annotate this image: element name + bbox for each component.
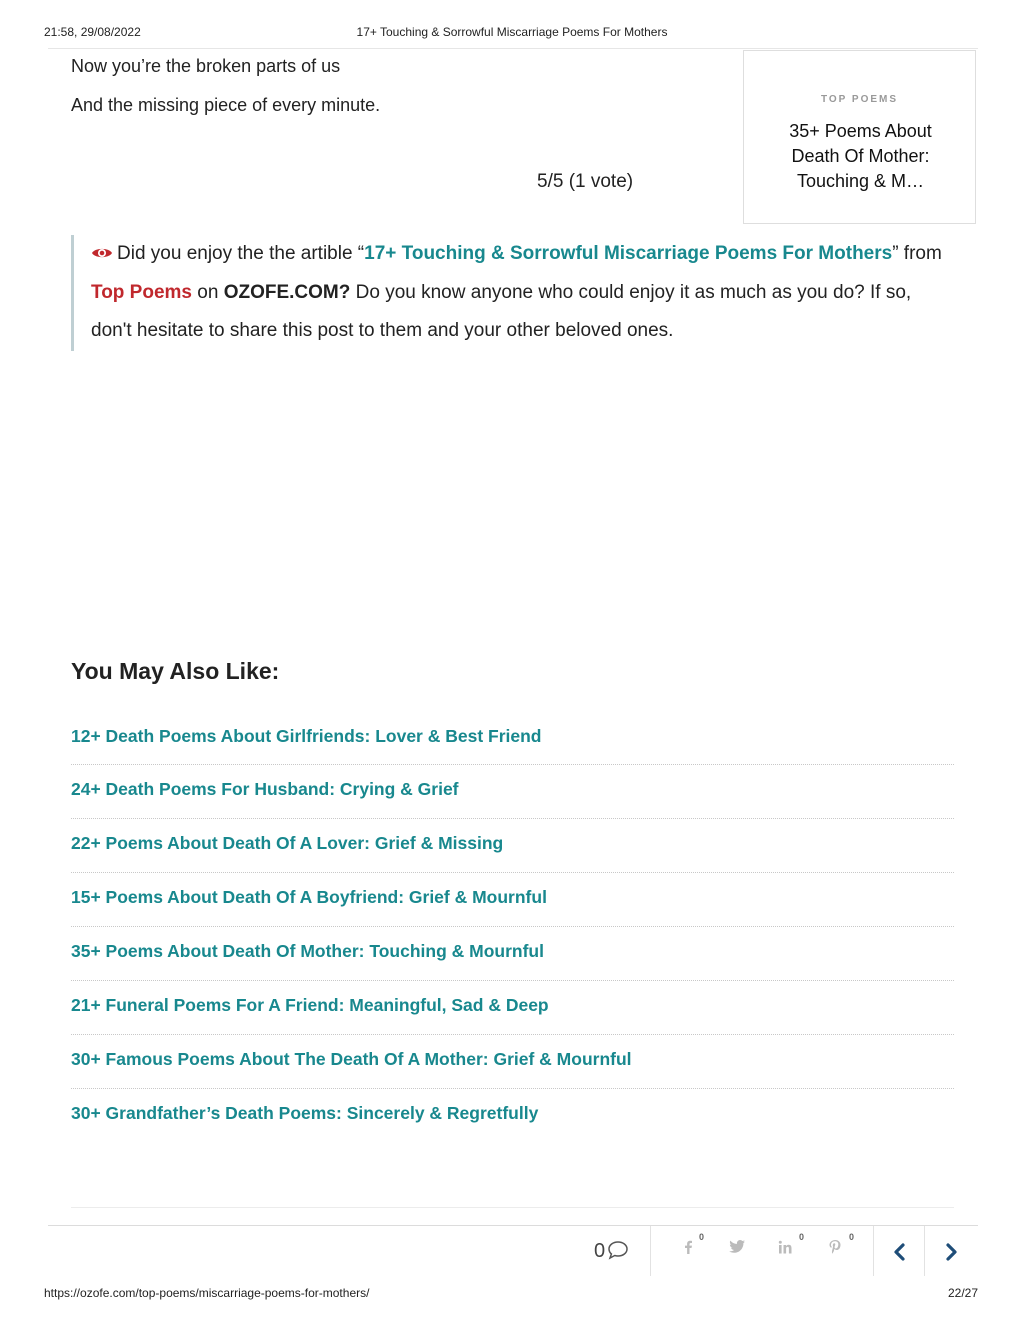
list-item (71, 712, 954, 765)
comment-count: 0 (594, 1240, 606, 1262)
site-name: OZOFE.COM? (223, 281, 351, 303)
sidebar-top-poems-card[interactable] (743, 50, 976, 224)
related-link[interactable]: 12+ Death Poems About Girlfriends: Lover & Best Friend (71, 726, 542, 746)
share-separator (924, 1226, 925, 1276)
related-list (71, 712, 954, 1143)
share-prompt-text: Did you enjoy the the artible “ (117, 243, 365, 264)
related-link[interactable]: 35+ Poems About Death Of Mother: Touching & Mournful (71, 941, 544, 961)
list-item (71, 873, 954, 927)
content-divider (71, 1207, 954, 1208)
facebook-icon (683, 1240, 693, 1254)
twitter-share-button[interactable] (725, 1240, 749, 1262)
related-link[interactable]: 24+ Death Poems For Husband: Crying & Grief (71, 779, 459, 799)
sidebar-card-title[interactable]: 35+ Poems About Death Of Mother: Touching & M… (789, 121, 932, 191)
pinterest-share-button[interactable] (823, 1240, 847, 1262)
print-datetime: 21:58, 29/08/2022 (44, 25, 141, 39)
related-link[interactable]: 21+ Funeral Poems For A Friend: Meaningful, Sad & Deep (71, 995, 549, 1015)
list-item (71, 1089, 954, 1143)
print-page-title: 17+ Touching & Sorrowful Miscarriage Poems For Mothers (356, 25, 668, 39)
list-item (71, 927, 954, 981)
pinterest-share-count: 0 (849, 1232, 855, 1242)
print-page-number: 22/27 (947, 1286, 978, 1300)
print-footer-url: https://ozofe.com/top-poems/miscarriage-poems-for-mothers/ (44, 1286, 370, 1300)
linkedin-icon (778, 1240, 792, 1254)
related-link[interactable]: 22+ Poems About Death Of A Lover: Grief & Missing (71, 833, 504, 853)
related-heading: You May Also Like: (71, 658, 280, 684)
twitter-icon (729, 1240, 745, 1253)
facebook-share-button[interactable] (676, 1240, 700, 1262)
share-prompt-quote (71, 235, 951, 351)
poem-line: And the missing piece of every minute. (71, 95, 381, 115)
previous-post-button[interactable] (888, 1240, 912, 1264)
share-separator (873, 1226, 874, 1276)
rating-text: 5/5 (1 vote) (537, 171, 634, 192)
share-separator (650, 1226, 651, 1276)
related-link[interactable]: 30+ Famous Poems About The Death Of A Mother: Grief & Mournful (71, 1049, 632, 1069)
poem-line: Now you’re the broken parts of us (71, 56, 341, 76)
next-post-button[interactable] (939, 1240, 963, 1264)
chevron-left-icon (888, 1240, 912, 1264)
linkedin-share-count: 0 (799, 1232, 805, 1242)
share-prompt-text: on (192, 281, 224, 303)
share-prompt-text: ” from (892, 243, 942, 264)
sidebar-card-label: TOP POEMS (820, 94, 899, 105)
list-item (71, 981, 954, 1035)
eye-icon (91, 246, 113, 260)
related-link[interactable]: 15+ Poems About Death Of A Boyfriend: Grief & Mournful (71, 887, 547, 907)
facebook-share-count: 0 (699, 1232, 705, 1242)
chevron-right-icon (939, 1240, 963, 1264)
share-bar (0, 1226, 1024, 1278)
related-link[interactable]: 30+ Grandfather’s Death Poems: Sincerely & Regretfully (71, 1103, 539, 1123)
list-item (71, 819, 954, 873)
list-item (71, 765, 954, 819)
share-prompt-text: Do you know anyone who could enjoy it as much as you do? If so, don't hesitate to share this post to them and your other beloved ones. (91, 281, 912, 341)
top-divider (48, 48, 978, 49)
comment-icon (607, 1240, 629, 1260)
article-title-link[interactable]: 17+ Touching & Sorrowful Miscarriage Poems For Mothers (364, 243, 893, 264)
category-link[interactable]: Top Poems (91, 281, 192, 303)
linkedin-share-button[interactable] (773, 1240, 797, 1262)
pinterest-icon (829, 1240, 841, 1254)
comments-button[interactable] (594, 1240, 629, 1263)
list-item (71, 1035, 954, 1089)
